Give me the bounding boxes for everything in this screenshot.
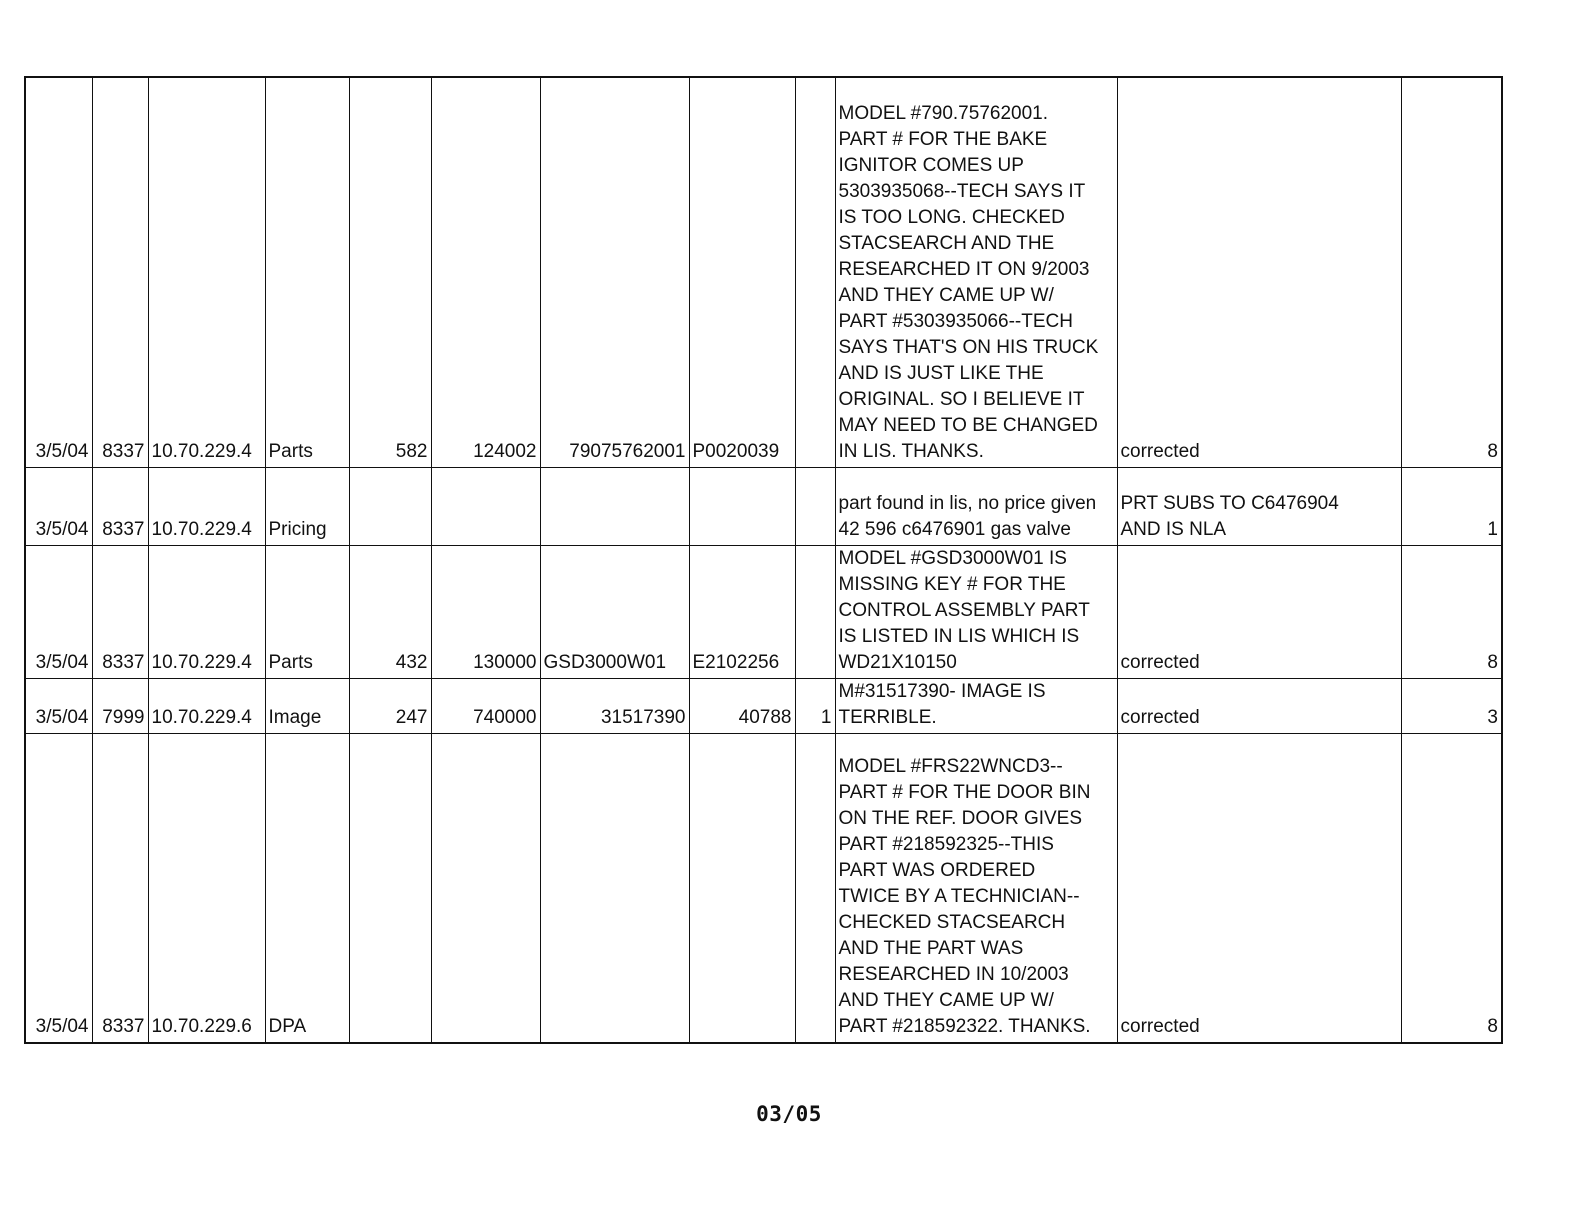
- date-cell: 3/5/04: [25, 678, 92, 733]
- count-cell: 1: [1401, 467, 1502, 545]
- num1-cell: 582: [349, 77, 431, 467]
- date-cell: 3/5/04: [25, 467, 92, 545]
- resolution-cell: corrected: [1117, 545, 1401, 678]
- model-cell: GSD3000W01: [540, 545, 689, 678]
- num2-cell: 130000: [431, 545, 540, 678]
- flag-cell: [795, 545, 835, 678]
- code-cell: 8337: [92, 467, 148, 545]
- count-cell: 3: [1401, 678, 1502, 733]
- page-number: 03/05: [756, 1102, 822, 1126]
- resolution-cell: PRT SUBS TO C6476904 AND IS NLA: [1117, 467, 1401, 545]
- num1-cell: [349, 733, 431, 1043]
- date-cell: 3/5/04: [25, 733, 92, 1043]
- num2-cell: 124002: [431, 77, 540, 467]
- description-cell: MODEL #790.75762001. PART # FOR THE BAKE IGNITOR COMES UP 5303935068--TECH SAYS IT IS TOO LONG. CHECKED STACSEARCH AND THE RESEARCHED IT ON 9/2003 AND THEY CAME UP W/ PART #5303935066--TECH SAYS THAT'S ON HIS TRUCK AND IS JUST LIKE THE ORIGINAL. SO I BELIEVE IT MAY NEED TO BE CHANGED IN LIS. THANKS.: [835, 77, 1117, 467]
- category-cell: Image: [265, 678, 349, 733]
- code-cell: 8337: [92, 733, 148, 1043]
- ip-cell: 10.70.229.4: [148, 678, 265, 733]
- flag-cell: 1: [795, 678, 835, 733]
- part-cell: E2102256: [689, 545, 795, 678]
- code-cell: 7999: [92, 678, 148, 733]
- date-cell: 3/5/04: [25, 545, 92, 678]
- model-cell: 31517390: [540, 678, 689, 733]
- code-cell: 8337: [92, 77, 148, 467]
- resolution-cell: corrected: [1117, 77, 1401, 467]
- resolution-cell: corrected: [1117, 733, 1401, 1043]
- num2-cell: [431, 467, 540, 545]
- log-table: [24, 76, 1503, 1044]
- model-cell: [540, 467, 689, 545]
- table-row: [25, 467, 1502, 545]
- flag-cell: [795, 77, 835, 467]
- ip-cell: 10.70.229.4: [148, 467, 265, 545]
- num1-cell: 247: [349, 678, 431, 733]
- resolution-cell: corrected: [1117, 678, 1401, 733]
- description-cell: MODEL #GSD3000W01 IS MISSING KEY # FOR THE CONTROL ASSEMBLY PART IS LISTED IN LIS WHICH IS WD21X10150: [835, 545, 1117, 678]
- part-cell: P0020039: [689, 77, 795, 467]
- num2-cell: 740000: [431, 678, 540, 733]
- code-cell: 8337: [92, 545, 148, 678]
- description-cell: MODEL #FRS22WNCD3-- PART # FOR THE DOOR BIN ON THE REF. DOOR GIVES PART #218592325--THIS PART WAS ORDERED TWICE BY A TECHNICIAN-- CHECKED STACSEARCH AND THE PART WAS RESEARCHED IN 10/2003 AND THEY CAME UP W/ PART #218592322. THANKS.: [835, 733, 1117, 1043]
- table-row: [25, 678, 1502, 733]
- part-cell: 40788: [689, 678, 795, 733]
- num1-cell: [349, 467, 431, 545]
- table-row: [25, 77, 1502, 467]
- count-cell: 8: [1401, 77, 1502, 467]
- ip-cell: 10.70.229.6: [148, 733, 265, 1043]
- table-row: [25, 545, 1502, 678]
- category-cell: Parts: [265, 545, 349, 678]
- date-cell: 3/5/04: [25, 77, 92, 467]
- part-cell: [689, 467, 795, 545]
- description-cell: M#31517390- IMAGE IS TERRIBLE.: [835, 678, 1117, 733]
- count-cell: 8: [1401, 545, 1502, 678]
- flag-cell: [795, 733, 835, 1043]
- model-cell: 79075762001: [540, 77, 689, 467]
- flag-cell: [795, 467, 835, 545]
- category-cell: Parts: [265, 77, 349, 467]
- table-row: [25, 733, 1502, 1043]
- ip-cell: 10.70.229.4: [148, 77, 265, 467]
- description-cell: part found in lis, no price given 42 596 c6476901 gas valve: [835, 467, 1117, 545]
- ip-cell: 10.70.229.4: [148, 545, 265, 678]
- model-cell: [540, 733, 689, 1043]
- category-cell: DPA: [265, 733, 349, 1043]
- num1-cell: 432: [349, 545, 431, 678]
- category-cell: Pricing: [265, 467, 349, 545]
- num2-cell: [431, 733, 540, 1043]
- part-cell: [689, 733, 795, 1043]
- count-cell: 8: [1401, 733, 1502, 1043]
